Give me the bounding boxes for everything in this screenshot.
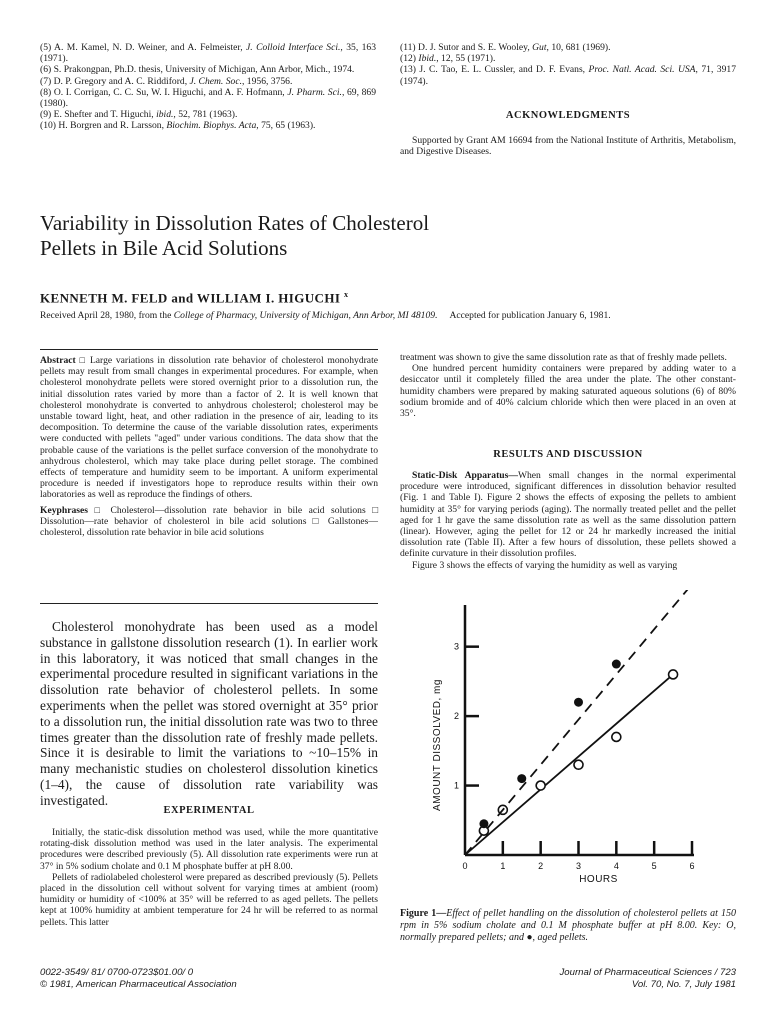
abstract-text: Large variations in dissolution rate behavior of cholesterol monohydrate pellets may result from small changes in experimental procedures. For example, when cholesterol monohydrate pellets were stored overnight prior to a dissolution run, the initial dissolution rates varied by more than a factor of 2. It is well known that cholesterol monohydrate is converted to anhydrous cholesterol; cholesterol may be unstable toward light, heat, and other radiation in the presence of air, leading to its decomposition. To determine the cause of the variable dissolution rates, experiments were conducted with pellets "aged" under various conditions. The data show that the probable cause of the variations is the pellet surface conversion of the monohydrate to anhydrous cholesterol, which may take place during pellet storage. The combined effects of temperature and humidity seem to be important. A uniform experimental procedure is needed if investigators hope to reproduce results within their own laboratories as well as reproduce the findings of others.: [40, 355, 378, 501]
x-tick-label: 0: [462, 861, 468, 871]
acknowledgments-text: Supported by Grant AM 16694 from the National Institute of Arthritis, Metabolism, and Digestive Diseases.: [400, 135, 736, 158]
author-mark: x: [343, 290, 349, 299]
acknowledgments-heading: ACKNOWLEDGMENTS: [505, 110, 631, 121]
references-left: [40, 42, 376, 132]
footer-journal: Journal of Pharmaceutical Sciences / 723: [559, 967, 736, 978]
y-axis-label: AMOUNT DISSOLVED, mg: [432, 679, 443, 811]
keyphrases-label: Keyphrases: [40, 504, 88, 516]
figure-caption-label: Figure 1—: [400, 908, 447, 919]
open-circle-point: [612, 732, 621, 741]
filled-circle-point: [479, 819, 488, 828]
abstract: Abstract □ Large variations in dissolution rate behavior of cholesterol monohydrate pellets may result from small changes in experimental procedures. For example, when cholesterol monohydrate pellets were stored overnight prior to a dissolution run, the initial dissolution rates varied by more than a factor of 2. It is well known that cholesterol monohydrate is converted to anhydrous cholesterol; cholesterol may be unstable toward light, heat, and other radiation in the presence of air, leading to its decomposition. To determine the cause of the variable dissolution rates, experiments were conducted with pellets "aged" under various conditions. The data show that the probable cause of the variations is the pellet surface conversion of the monohydrate to anhydrous cholesterol, which may take place during pellet storage. The combined effects of temperature and humidity seem to be important. A uniform experimental procedure is needed if investigators hope to reproduce results within their own laboratories as well as reproduce the findings of others. Keyphrases □ Cholesterol—dissolution rate behavior in bile acid solutions □ Dissolution—rate behavior of cholesterol in bile acid solutions □ Gallstones—cholesterol, dissolution rate behavior in bile acid solutions: [40, 355, 378, 539]
abstract-label: Abstract: [40, 355, 76, 366]
x-tick-label: 1: [500, 861, 506, 871]
y-tick-label: 2: [453, 711, 459, 722]
x-tick-label: 4: [613, 861, 619, 871]
y-tick-label: 3: [453, 641, 459, 652]
filled-circle-point: [574, 698, 583, 707]
figure-1-chart: [420, 590, 720, 910]
title-line-1: Variability in Dissolution Rates of Cholesterol: [40, 211, 430, 235]
x-axis-label: HOURS: [579, 874, 618, 885]
experimental-heading: EXPERIMENTAL: [163, 805, 255, 816]
footer-code: 0022-3549/ 81/ 0700-0723$01.00/ 0: [40, 967, 194, 978]
results-heading: RESULTS AND DISCUSSION: [493, 449, 643, 460]
figure3-intro: Figure 3 shows the effects of varying the humidity as well as varying: [412, 559, 678, 571]
ref-7: (7) D. P. Gregory and A. C. Riddiford, J. Chem. Soc., 1956, 3756.: [40, 75, 293, 87]
x-tick-label: 3: [575, 861, 582, 871]
introduction: Cholesterol monohydrate has been used as a model substance in gallstone dissolution research (1). In earlier work in this laboratory, it was noticed that small changes in the experimental procedure resulted in significant variations in the dissolution rate behavior of cholesterol pellets. In some experiments when the pellet was stored overnight at 35° prior to a dissolution run, the initial dissolution rate was two to three times greater than the dissolution rate of freshly made pellets. Since it is desirable to limit the variations to ~10–15% in many mechanistic studies on cholesterol dissolution kinetics (1–4), the cause of dissolution rate variability was investigated.: [40, 619, 378, 808]
y-tick-label: 1: [453, 780, 459, 791]
x-tick-label: 2: [538, 861, 544, 871]
received-line: Received April 28, 1980, from the College of Pharmacy, University of Michigan, Ann Arbor, MI 48109. Accepted for publication January 6, 1981.: [40, 310, 611, 321]
authors: [40, 290, 348, 306]
footer-right: [480, 967, 736, 990]
keyphrases-text: Cholesterol—dissolution rate behavior in bile acid solutions □ Dissolution—rate behavior of cholesterol in bile acid solutions □ Gallstones—cholesterol, dissolution rate behavior in bile acid solutions: [40, 504, 378, 539]
experimental-para-1: Initially, the static-disk dissolution method was used, while the more quantitative rotating-disk dissolution method was used in the later analysis. The experimental procedures were described previously (5). All dissolution rate experiments were run at 37° in 5% sodium cholate and 0.1 M phosphate buffer at pH 8.00.: [40, 827, 378, 872]
methods-para-2: One hundred percent humidity containers were prepared by adding water to a desiccator until it completely filled the area under the plate. The other constant-humidity chambers were prepared by making saturated aqueous solutions (6) of 80% sodium bromide and of 40% calcium chloride which then were placed in an oven at 35°.: [400, 363, 736, 420]
ref-6: (6) S. Prakongpan, Ph.D. thesis, University of Michigan, Ann Arbor, Mich., 1974.: [40, 64, 355, 76]
ref-9: (9) E. Shefter and T. Higuchi, ibid., 52, 781 (1963).: [40, 109, 238, 121]
title-line-2: Pellets in Bile Acid Solutions: [40, 236, 288, 260]
experimental-para-2: Pellets of radiolabeled cholesterol were prepared as described previously (5). Pellets placed in the dissolution cell without solvent for varying times at ambient (room) humidity or humidity of <100% at 35° will be referred to as aged pellets. The pellets kept at 100% humidity at ambient temperature for 24 hr will be referred to as normal pellets. This latter: [40, 871, 378, 928]
ref-12: (12) Ibid., 12, 55 (1971).: [400, 53, 496, 65]
footer-left: [40, 967, 237, 990]
ref-10: (10) H. Borgren and R. Larsson, Biochim. Biophys. Acta, 75, 65 (1963).: [40, 120, 316, 132]
series-1-line: [465, 590, 692, 855]
x-tick-label: 6: [689, 861, 695, 871]
footer-copyright: © 1981, American Pharmaceutical Association: [40, 978, 237, 990]
author-names: KENNETH M. FELD and WILLIAM I. HIGUCHI: [40, 290, 341, 306]
abstract-bottom-rule: [40, 603, 378, 604]
open-circle-point: [574, 760, 583, 769]
ref-11: (11) D. J. Sutor and S. E. Wooley, Gut, 10, 681 (1969).: [400, 42, 611, 53]
references-right: [400, 42, 736, 87]
abstract-top-rule: [40, 349, 378, 350]
filled-circle-point: [612, 660, 621, 669]
results-section: [400, 470, 736, 571]
x-tick-label: 5: [651, 861, 657, 871]
methods-para-1: treatment was shown to give the same dissolution rate as that of freshly made pellets.: [400, 352, 727, 363]
right-column-top: [400, 352, 736, 419]
figure-1-caption: [400, 908, 736, 944]
series-0-line: [465, 674, 673, 855]
open-circle-point: [536, 781, 545, 790]
figure-caption-text: Effect of pellet handling on the dissolution of cholesterol pellets at 150 rpm in 5% sodium cholate and 0.1 M phosphate buffer at pH 8.00. Key: O, normally prepared pellets; and ●, aged pellets.: [400, 908, 736, 943]
open-circle-point: [669, 670, 678, 679]
ref-8: (8) O. I. Corrigan, C. C. Su, W. I. Higuchi, and A. F. Hofmann, J. Pharm. Sci., 69, 869 (1980).: [40, 86, 377, 110]
static-disk-text: When small changes in the normal experimental procedure were introduced, significant differences in dissolution behavior resulted (Fig. 1 and Table I). Figure 2 shows the effects of exposing the pellets to ambient humidity at 35° for varying periods (aging). The normally treated pellet and the pellet aged for 1 hr gave the same dissolution rate as well as the same dissolution pattern (linear). However, aging the pellet for 12 or 24 hr markedly increased the initial dissolution rate (Table II). After a few hours of dissolution, these pellets showed a definite curvature in their dissolution profiles.: [400, 470, 737, 560]
static-disk-label: Static-Disk Apparatus—: [412, 470, 518, 481]
experimental-section: [40, 827, 378, 928]
article-title: [40, 211, 740, 261]
ref-5: (5) A. M. Kamel, N. D. Weiner, and A. Felmeister, J. Colloid Interface Sci., 35, 163 (1971).: [40, 42, 377, 65]
footer-volume: Vol. 70, No. 7, July 1981: [631, 978, 736, 990]
ref-13: (13) J. C. Tao, E. L. Cussler, and D. F. Evans, Proc. Natl. Acad. Sci. USA, 71, 3917 (1974).: [400, 64, 736, 87]
filled-circle-point: [517, 774, 526, 783]
